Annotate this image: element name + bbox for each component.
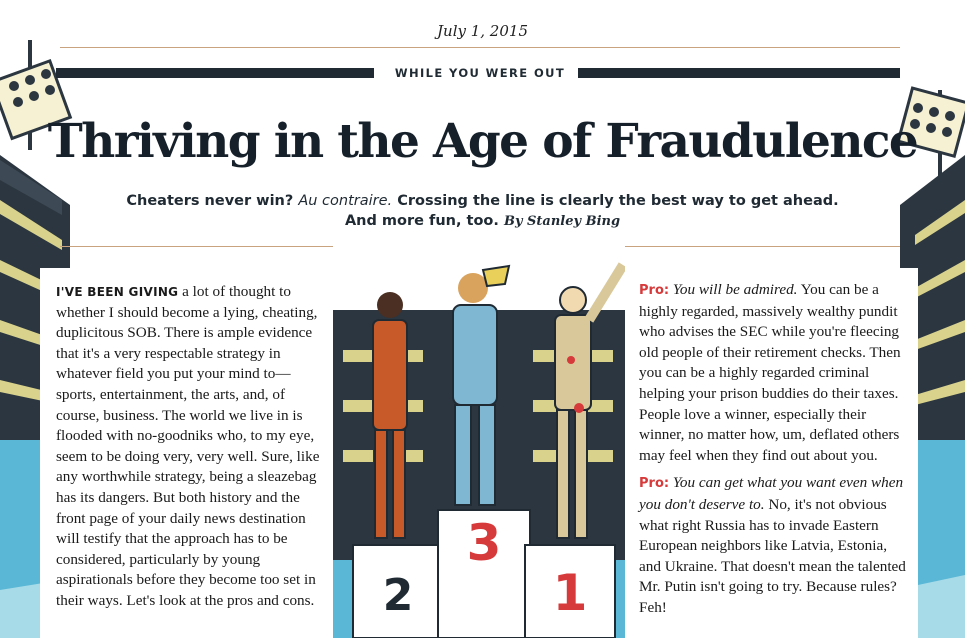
pro-lead: You will be admired.: [672, 281, 798, 298]
issue-date: July 1, 2015: [437, 22, 528, 40]
left-column: [40, 268, 320, 638]
date-rule: [60, 47, 900, 48]
podium-number-left: 2: [382, 570, 414, 621]
podium-number-right: 1: [552, 564, 588, 622]
section-bar-left: [56, 68, 374, 78]
headline: Thriving in the Age of Fraudulence: [47, 114, 918, 169]
podium-number-center: 3: [466, 514, 502, 572]
podium-illustration: [333, 240, 625, 638]
pro-body: No, it's not obvious what right Russia has to invade Eastern European neighbors like Latvia, Estonia, and Ukraine. That doesn't mean the talented Mr. Putin isn't going to try. Because rules? Feh!: [639, 495, 906, 616]
byline: By Stanley Bing: [503, 214, 621, 229]
dek-part2: Au contraire.: [298, 193, 393, 209]
trophy-icon: [483, 266, 509, 286]
pro-body: You can be a highly regarded, massively wealthy pundit who advises the SEC while you're fleecing old people of their retirement checks. Then you can be a highly regarded criminal helping your prison buddies do their taxes. People love a winner, especially their winner, no matter how, um, deflated others may feel when they find out about you.: [639, 281, 901, 464]
dek: [120, 191, 845, 232]
dek-part3: Crossing the line is clearly the best way to get ahead. And more fun, too.: [344, 193, 839, 229]
section-kicker: WHILE YOU WERE OUT: [394, 66, 566, 80]
left-body: a lot of thought to whether I should become a lying, cheating, duplicitous SOB. There is ample evidence that it's a very respectable strategy in whatever field you put your mind to—sports, entertainment, the arts, and, of course, business. The world we live in is flooded with no-goodniks who, to my eye, seem to be doing very, very well. Sure, like any worthwhile strategy, being a sleazebag has its dangers. But both history and the front page of your daily news destination will testify that the approach has to be considered, particularly by young aspirationals before they become too set in their ways. Let's look at the pros and cons.: [56, 283, 320, 609]
pro-label: Pro:: [639, 283, 670, 298]
right-column: [625, 268, 918, 638]
pro-item: [639, 473, 910, 618]
pro-item: [639, 280, 910, 466]
section-bar-right: [578, 68, 900, 78]
dek-part1: Cheaters never win?: [126, 193, 294, 209]
lead-in: I'VE BEEN GIVING: [56, 285, 179, 299]
pro-lead: You can get what you want even when you don't deserve to.: [639, 474, 904, 513]
pro-label: Pro:: [639, 476, 670, 492]
